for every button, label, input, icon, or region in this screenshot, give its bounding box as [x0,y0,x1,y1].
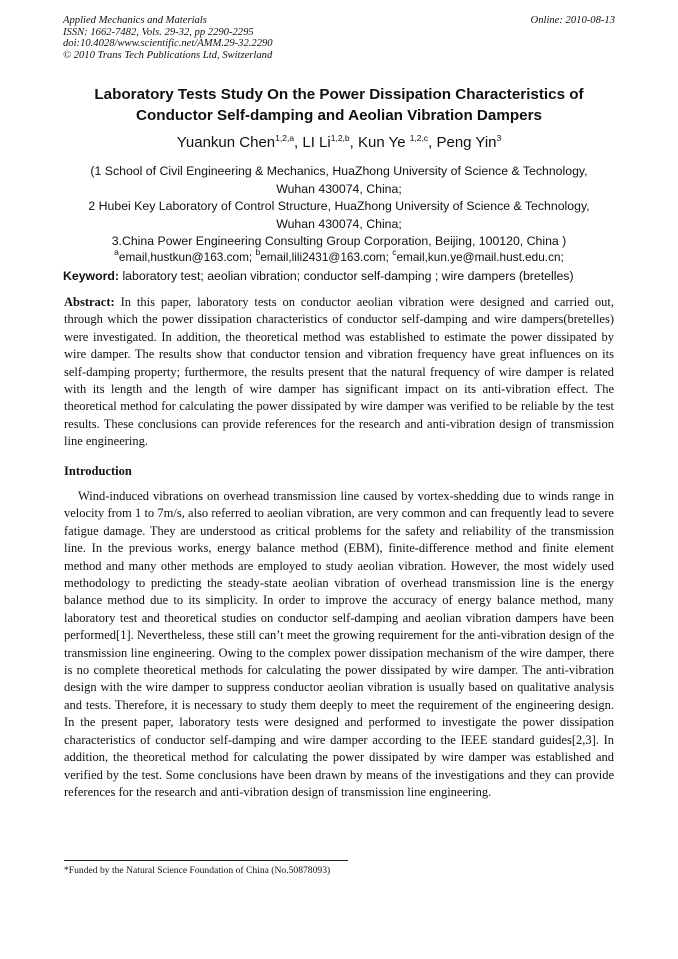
copyright-line: © 2010 Trans Tech Publications Ltd, Switzerland [63,49,273,61]
author-name: , Kun Ye [349,134,410,151]
footnote: *Funded by the Natural Science Foundation of China (No.50878093) [64,865,331,876]
email-sup: b [255,247,261,257]
author-list [60,134,618,152]
author-affil-sup: 1,2,c [409,133,429,143]
email-sup: a [114,247,119,257]
affiliation-2-line-1: 2 Hubei Key Laboratory of Control Structure, HuaZhong University of Science & Technology, [88,199,590,213]
affiliation-1-line-1: (1 School of Civil Engineering & Mechanics, HuaZhong University of Science & Technology, [90,164,588,178]
keywords-label: Keyword: [63,269,120,283]
author-name: Yuankun Chen [176,134,276,151]
abstract [64,294,614,451]
abstract-text: In this paper, laboratory tests on conductor aeolian vibration were designed and carried out, through which the power dissipation characteristics of conductor self-damping and wire dampers(bretelles) were investigated. In addition, the theoretical method was established to estimate the power dissipated by wire damper. The results show that conductor tension and vibration frequency have great influences on its self-damping property; furthermore, the results present that the natural frequency of wire damper is related with its length and the length of wire damper has significant impact on its anti-vibration effect. The theoretical method for calculating the power dissipated by wire damper was verified to be reliable by the test results. These conclusions can provide references for the research and anti-vibration design of transmission line engineering. [64,295,614,449]
author-name: , Peng Yin [428,134,497,151]
introduction-heading: Introduction [64,464,132,478]
doi-line: doi:10.4028/www.scientific.net/AMM.29-32.2290 [63,38,273,50]
affiliation-3: 3.China Power Engineering Consulting Group Corporation, Beijing, 100120, China ) [111,234,567,248]
journal-header [63,15,615,61]
abstract-label: Abstract: [64,295,115,309]
title-line-1: Laboratory Tests Study On the Power Dissipation Characteristics of [94,86,584,103]
introduction-text: Wind-induced vibrations on overhead transmission line caused by vortex-shedding due to winds range in velocity from 1 to 7m/s, also referred to aeolian vibration, are very common and can frequently lead to severe fatigue damage. They are understood as critical problems for the safety and reliability of the transmission line. In the previous works, energy balance method (EBM), finite-difference method and finite element method and many other methods are employed to study aeolian vibration. However, the most widely used methodology to predicting the steady-state aeolian vibration of overhead transmission line is the energy balance method due to its simplicity. In order to improve the accuracy of energy balance method, many laboratory test and theoretical studies on conductor self-damping and aeolian vibration dampers have been performed[1]. Nevertheless, these still can’t meet the growing requirement for the anti-vibration design of the transmission line engineering. Owing to the complex power dissipation mechanism of the wire damper, there is no complete theoretical methods for calculating the power dissipated by wire damper. The anti-vibration design with the wire damper to suppress conductor aeolian vibration is usually based on qualitative analysis and tests. Therefore, it is necessary to study them deeply to meet the requirement of the engineering design. In the present paper, laboratory tests were designed and performed to investigate the power dissipation characteristics of conductor self-damping and wire damper according to the IEEE standard guides[2,3]. In addition, the theoretical method for calculating the power dissipated by wire damper was established and verified by the test. Some conclusions have been drawn by means of the investigations and they can provide references for the research and anti-vibration design of transmission line engineering. [64,489,614,799]
email-sup: c [392,247,397,257]
author-affil-sup: 1,2,b [330,133,350,143]
keywords [63,268,623,284]
email-a: email,hustkun@163.com; [118,250,256,264]
issn-line: ISSN: 1662-7482, Vols. 29-32, pp 2290-2295 [63,26,254,38]
email-c: email,kun.ye@mail.hust.edu.cn; [396,250,564,264]
footnote-divider [64,860,348,861]
author-name: , LI Li [294,134,331,151]
author-affil-sup: 1,2,a [275,133,295,143]
email-b: email,lili2431@163.com; [260,250,393,264]
affiliations [60,163,618,251]
author-affil-sup: 3 [496,133,502,143]
keywords-text: laboratory test; aeolian vibration; conductor self-damping ; wire dampers (bretelles) [119,269,574,283]
journal-name: Applied Mechanics and Materials [63,15,207,26]
paper-title [60,84,618,126]
affiliation-2-line-2: Wuhan 430074, China; [276,216,402,231]
author-emails [60,249,618,265]
online-date: Online: 2010-08-13 [530,15,615,26]
title-line-2: Conductor Self-damping and Aeolian Vibration Dampers [136,107,542,124]
affiliation-1-line-2: Wuhan 430074, China; [276,181,402,196]
